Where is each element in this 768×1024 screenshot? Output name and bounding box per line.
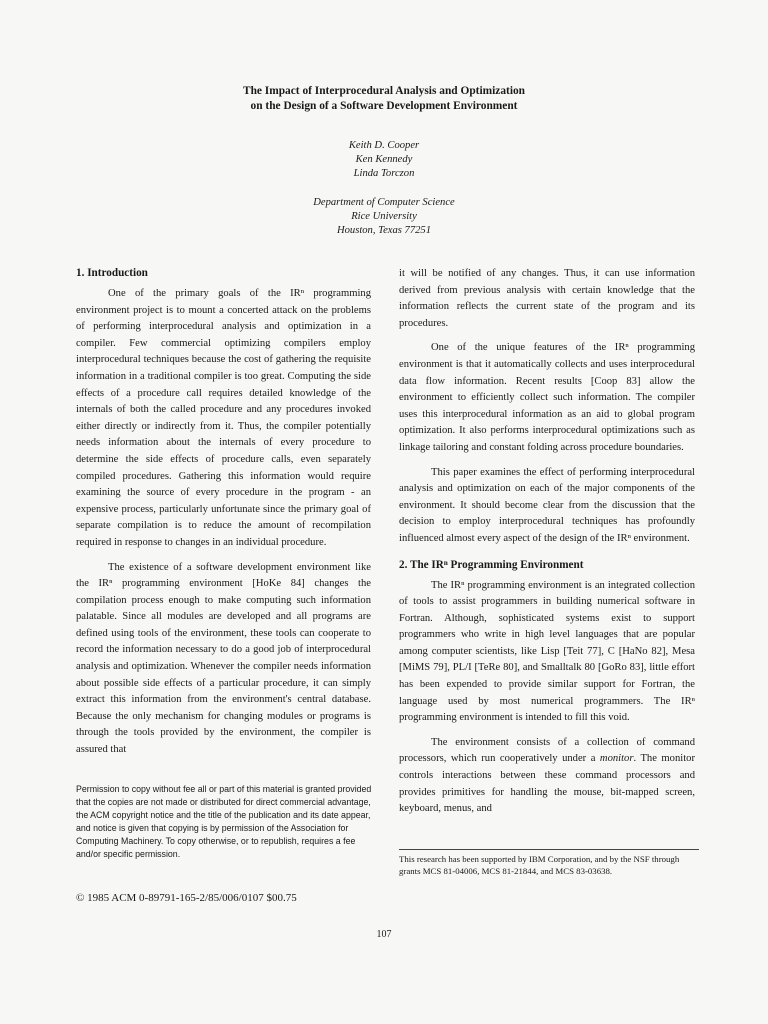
text-run: . The monitor controls interactions between these command processors and provides primitives for handling the mouse, bit-mapped screen, keyboard, menus, and [399,753,695,815]
title-line-2: on the Design of a Software Development Environment [250,99,518,112]
affiliation-line: Houston, Texas 77251 [336,225,432,237]
paper-title [0,84,768,113]
paragraph: The existence of a software development environment like the IRⁿ programming environment [HoKe 84] changes the compilation process enough to make computing such information palatable. Since all modules are developed and all programs are defined using tools of the environment, these tools can cooperate to record the information necessary to do a good job of interprocedural analysis and optimization. Whenever the compiler needs information about possible side effects of a particular procedure, it can simply extract this information from the environment's central database. Because the only mechanism for changing modules or programs is through the tools provided by the environment, the compiler is assured that [76,561,371,756]
paragraph: One of the primary goals of the IRⁿ programming environment project is to mount a concerted attack on the problems of performing interprocedural analysis and optimization in a compiler. Few commercial optimizing compilers employ interprocedural techniques because the cost of gathering the requisite information in a traditional compiler is too great. Computing the side effects of a procedure call requires detailed knowledge of the internals of both the called procedure and any procedures invoked either directly or indirectly from it. Thus, the compiler potentially needs information about the internals of every procedure to determine the side effects of procedure calls, even separately compiled procedures. Gathering this information would require examining the source of every procedure in the program - an expensive process, particularly unfortunate since the primary goal of separate compilation is to reduce the amount of recompilation required in response to changes in an individual procedure. [76,288,371,548]
footnote: This research has been supported by IBM Corporation, and by the NSF through grants MCS 81-04006, MCS 81-21844, and MCS 83-03638. [399,854,680,877]
affiliation-line: Department of Computer Science [313,196,455,208]
text-run: The environment consists of a collection of command processors, which run cooperatively under a [399,736,695,765]
paragraph: This paper examines the effect of performing interprocedural analysis and optimization on each of the major components of the environment. It should become clear from the discussion that the decision to employ interprocedural techniques has profoundly influenced almost every aspect of the design of the IRⁿ environment. [399,466,695,544]
paragraph: The IRⁿ programming environment is an integrated collection of tools to assist programmers in building numerical software in Fortran. Although, sophisticated systems exist to support programmers who write in high level languages that are popular among computer scientists, like Lisp [Teit 77], C [HaNo 82], Mesa [MiMS 79], PL/I [TeRe 80], and Smalltalk 80 [GoRo 83], little effort has been expended to provide similar support for Fortran, the language used by most numerical programmers. The IRⁿ programming environment is intended to fill this void. [399,579,695,724]
emphasis-text: monitor [599,753,634,765]
left-column [76,266,371,767]
paragraph: One of the unique features of the IRⁿ programming environment is that it automatically collects and uses interprocedural data flow information. Recent results [Coop 83] allow the environment to efficiently collect such information. The compiler uses this interprocedural information as an aid to global program optimization. It also performs interprocedural optimizations such as linkage tailoring and constant folding across procedure boundaries. [399,342,695,453]
author-name: Linda Torczon [353,168,415,180]
affiliation-line: Rice University [351,210,417,222]
section-heading-environment: 2. The IRⁿ Programming Environment [399,558,584,571]
page-number: 107 [376,929,392,940]
copyright-line: © 1985 ACM 0-89791-165-2/85/006/0107 $00.75 [76,892,297,904]
section-heading-introduction: 1. Introduction [76,267,148,279]
author-name: Keith D. Cooper [348,140,420,151]
title-line-1: The Impact of Interprocedural Analysis and Optimization [242,85,526,97]
author-block [0,139,768,238]
right-column [399,266,695,826]
paragraph [399,735,695,818]
footnote-divider [399,849,699,850]
permission-notice: Permission to copy without fee all or part of this material is granted provided that the copies are not made or distributed for direct commercial advantage, the ACM copyright notice and the title of the publication and its date appear, and notice is given that copying is by permission of the Association for Computing Machinery. To copy otherwise, or to republish, requires a fee and/or specific permission. [76,784,372,860]
author-name: Ken Kennedy [355,154,413,166]
paragraph: it will be notified of any changes. Thus, it can use information derived from previous analysis with certain knowledge that the information reflects the current state of the program and its procedures. [399,268,695,329]
